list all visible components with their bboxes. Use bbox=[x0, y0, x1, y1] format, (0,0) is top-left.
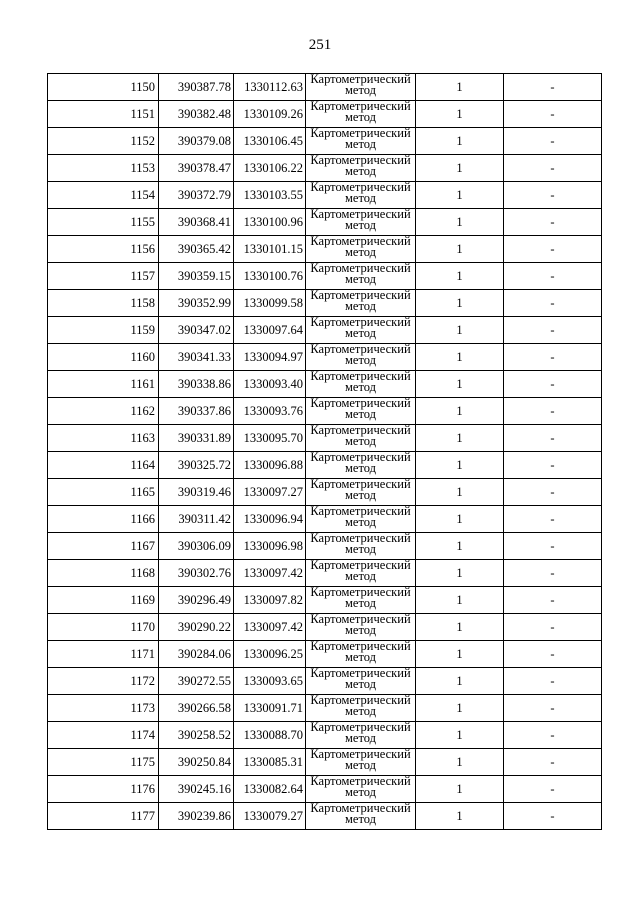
y-coordinate-cell: 1330100.96 bbox=[234, 209, 306, 236]
method-cell bbox=[306, 371, 416, 398]
count-cell: 1 bbox=[416, 317, 504, 344]
table-row bbox=[48, 614, 602, 641]
count-cell: 1 bbox=[416, 722, 504, 749]
note-cell: - bbox=[504, 74, 602, 101]
point-number-cell: 1158 bbox=[48, 290, 159, 317]
note-cell: - bbox=[504, 614, 602, 641]
method-text-line: Картометрический bbox=[310, 694, 411, 707]
method-cell bbox=[306, 506, 416, 533]
table-row bbox=[48, 74, 602, 101]
x-coordinate-cell: 390368.41 bbox=[159, 209, 234, 236]
y-coordinate-cell: 1330103.55 bbox=[234, 182, 306, 209]
note-cell: - bbox=[504, 722, 602, 749]
x-coordinate-cell: 390266.58 bbox=[159, 695, 234, 722]
point-number-cell: 1170 bbox=[48, 614, 159, 641]
count-cell: 1 bbox=[416, 776, 504, 803]
note-cell: - bbox=[504, 101, 602, 128]
count-cell: 1 bbox=[416, 182, 504, 209]
y-coordinate-cell: 1330112.63 bbox=[234, 74, 306, 101]
point-number-cell: 1169 bbox=[48, 587, 159, 614]
method-cell bbox=[306, 479, 416, 506]
method-text-line: Картометрический bbox=[310, 73, 411, 86]
method-cell bbox=[306, 398, 416, 425]
method-text-line: метод bbox=[344, 245, 376, 259]
point-number-cell: 1161 bbox=[48, 371, 159, 398]
method-cell bbox=[306, 344, 416, 371]
method-text-line: Картометрический bbox=[310, 100, 411, 113]
method-text-line: метод bbox=[344, 542, 376, 556]
x-coordinate-cell: 390352.99 bbox=[159, 290, 234, 317]
method-text-line: метод bbox=[344, 650, 376, 664]
method-cell bbox=[306, 128, 416, 155]
count-cell: 1 bbox=[416, 425, 504, 452]
count-cell: 1 bbox=[416, 560, 504, 587]
note-cell: - bbox=[504, 695, 602, 722]
method-cell bbox=[306, 560, 416, 587]
count-cell: 1 bbox=[416, 155, 504, 182]
table-row bbox=[48, 128, 602, 155]
y-coordinate-cell: 1330106.45 bbox=[234, 128, 306, 155]
y-coordinate-cell: 1330088.70 bbox=[234, 722, 306, 749]
table-row bbox=[48, 695, 602, 722]
point-number-cell: 1150 bbox=[48, 74, 159, 101]
table-row bbox=[48, 506, 602, 533]
method-text-line: метод bbox=[344, 353, 376, 367]
y-coordinate-cell: 1330097.42 bbox=[234, 614, 306, 641]
method-text-line: метод bbox=[344, 137, 376, 151]
point-number-cell: 1171 bbox=[48, 641, 159, 668]
method-cell bbox=[306, 290, 416, 317]
y-coordinate-cell: 1330099.58 bbox=[234, 290, 306, 317]
method-text-line: метод bbox=[344, 461, 376, 475]
point-number-cell: 1173 bbox=[48, 695, 159, 722]
method-text-line: метод bbox=[344, 812, 376, 826]
x-coordinate-cell: 390347.02 bbox=[159, 317, 234, 344]
y-coordinate-cell: 1330097.42 bbox=[234, 560, 306, 587]
note-cell: - bbox=[504, 668, 602, 695]
note-cell: - bbox=[504, 263, 602, 290]
x-coordinate-cell: 390365.42 bbox=[159, 236, 234, 263]
count-cell: 1 bbox=[416, 209, 504, 236]
point-number-cell: 1155 bbox=[48, 209, 159, 236]
table-row bbox=[48, 209, 602, 236]
method-cell bbox=[306, 668, 416, 695]
y-coordinate-cell: 1330093.65 bbox=[234, 668, 306, 695]
method-cell bbox=[306, 533, 416, 560]
note-cell: - bbox=[504, 128, 602, 155]
page-number: 251 bbox=[308, 37, 332, 53]
x-coordinate-cell: 390296.49 bbox=[159, 587, 234, 614]
table-row bbox=[48, 236, 602, 263]
method-text-line: Картометрический bbox=[310, 802, 411, 815]
note-cell: - bbox=[504, 182, 602, 209]
point-number-cell: 1165 bbox=[48, 479, 159, 506]
method-cell bbox=[306, 263, 416, 290]
table-row bbox=[48, 668, 602, 695]
count-cell: 1 bbox=[416, 479, 504, 506]
count-cell: 1 bbox=[416, 506, 504, 533]
method-text-line: Картометрический bbox=[310, 343, 411, 356]
x-coordinate-cell: 390378.47 bbox=[159, 155, 234, 182]
method-text-line: Картометрический bbox=[310, 721, 411, 734]
method-text-line: Картометрический bbox=[310, 586, 411, 599]
method-cell bbox=[306, 695, 416, 722]
count-cell: 1 bbox=[416, 533, 504, 560]
note-cell: - bbox=[504, 155, 602, 182]
table-row bbox=[48, 425, 602, 452]
y-coordinate-cell: 1330085.31 bbox=[234, 749, 306, 776]
note-cell: - bbox=[504, 317, 602, 344]
method-text-line: метод bbox=[344, 434, 376, 448]
table-row bbox=[48, 263, 602, 290]
x-coordinate-cell: 390341.33 bbox=[159, 344, 234, 371]
note-cell: - bbox=[504, 344, 602, 371]
x-coordinate-cell: 390319.46 bbox=[159, 479, 234, 506]
method-cell bbox=[306, 182, 416, 209]
x-coordinate-cell: 390338.86 bbox=[159, 371, 234, 398]
table-row bbox=[48, 344, 602, 371]
method-text-line: метод bbox=[344, 677, 376, 691]
table-row bbox=[48, 479, 602, 506]
method-text-line: Картометрический bbox=[310, 424, 411, 437]
note-cell: - bbox=[504, 803, 602, 830]
method-text-line: метод bbox=[344, 164, 376, 178]
y-coordinate-cell: 1330094.97 bbox=[234, 344, 306, 371]
method-text-line: метод bbox=[344, 326, 376, 340]
x-coordinate-cell: 390284.06 bbox=[159, 641, 234, 668]
method-cell bbox=[306, 452, 416, 479]
table-row bbox=[48, 317, 602, 344]
method-text-line: Картометрический bbox=[310, 451, 411, 464]
point-number-cell: 1174 bbox=[48, 722, 159, 749]
table-row bbox=[48, 371, 602, 398]
count-cell: 1 bbox=[416, 803, 504, 830]
note-cell: - bbox=[504, 425, 602, 452]
coordinates-table-body bbox=[48, 74, 602, 830]
table-row bbox=[48, 452, 602, 479]
count-cell: 1 bbox=[416, 641, 504, 668]
count-cell: 1 bbox=[416, 371, 504, 398]
y-coordinate-cell: 1330096.94 bbox=[234, 506, 306, 533]
point-number-cell: 1168 bbox=[48, 560, 159, 587]
method-cell bbox=[306, 776, 416, 803]
point-number-cell: 1163 bbox=[48, 425, 159, 452]
method-cell bbox=[306, 425, 416, 452]
method-text-line: Картометрический bbox=[310, 640, 411, 653]
note-cell: - bbox=[504, 587, 602, 614]
method-text-line: метод bbox=[344, 596, 376, 610]
note-cell: - bbox=[504, 776, 602, 803]
method-cell bbox=[306, 317, 416, 344]
method-cell bbox=[306, 749, 416, 776]
x-coordinate-cell: 390245.16 bbox=[159, 776, 234, 803]
method-text-line: Картометрический bbox=[310, 181, 411, 194]
table-row bbox=[48, 722, 602, 749]
y-coordinate-cell: 1330093.40 bbox=[234, 371, 306, 398]
note-cell: - bbox=[504, 371, 602, 398]
count-cell: 1 bbox=[416, 695, 504, 722]
y-coordinate-cell: 1330101.15 bbox=[234, 236, 306, 263]
y-coordinate-cell: 1330096.88 bbox=[234, 452, 306, 479]
coordinates-table bbox=[47, 73, 602, 830]
x-coordinate-cell: 390306.09 bbox=[159, 533, 234, 560]
count-cell: 1 bbox=[416, 668, 504, 695]
method-text-line: метод bbox=[344, 407, 376, 421]
x-coordinate-cell: 390372.79 bbox=[159, 182, 234, 209]
point-number-cell: 1157 bbox=[48, 263, 159, 290]
y-coordinate-cell: 1330106.22 bbox=[234, 155, 306, 182]
method-cell bbox=[306, 236, 416, 263]
point-number-cell: 1151 bbox=[48, 101, 159, 128]
method-text-line: Картометрический bbox=[310, 397, 411, 410]
method-text-line: метод bbox=[344, 191, 376, 205]
method-text-line: метод bbox=[344, 623, 376, 637]
y-coordinate-cell: 1330096.25 bbox=[234, 641, 306, 668]
x-coordinate-cell: 390258.52 bbox=[159, 722, 234, 749]
method-text-line: Картометрический bbox=[310, 289, 411, 302]
count-cell: 1 bbox=[416, 74, 504, 101]
method-text-line: метод bbox=[344, 380, 376, 394]
table-row bbox=[48, 776, 602, 803]
method-text-line: метод bbox=[344, 731, 376, 745]
count-cell: 1 bbox=[416, 236, 504, 263]
count-cell: 1 bbox=[416, 101, 504, 128]
note-cell: - bbox=[504, 749, 602, 776]
method-text-line: метод bbox=[344, 299, 376, 313]
x-coordinate-cell: 390311.42 bbox=[159, 506, 234, 533]
point-number-cell: 1175 bbox=[48, 749, 159, 776]
y-coordinate-cell: 1330096.98 bbox=[234, 533, 306, 560]
method-text-line: Картометрический bbox=[310, 154, 411, 167]
y-coordinate-cell: 1330079.27 bbox=[234, 803, 306, 830]
method-text-line: метод bbox=[344, 785, 376, 799]
y-coordinate-cell: 1330097.64 bbox=[234, 317, 306, 344]
method-text-line: Картометрический bbox=[310, 667, 411, 680]
point-number-cell: 1156 bbox=[48, 236, 159, 263]
method-text-line: Картометрический bbox=[310, 208, 411, 221]
table-row bbox=[48, 587, 602, 614]
point-number-cell: 1152 bbox=[48, 128, 159, 155]
point-number-cell: 1164 bbox=[48, 452, 159, 479]
method-text-line: Картометрический bbox=[310, 748, 411, 761]
method-cell bbox=[306, 641, 416, 668]
note-cell: - bbox=[504, 641, 602, 668]
method-text-line: метод bbox=[344, 488, 376, 502]
table-row bbox=[48, 533, 602, 560]
count-cell: 1 bbox=[416, 398, 504, 425]
method-text-line: Картометрический bbox=[310, 478, 411, 491]
table-row bbox=[48, 749, 602, 776]
table-row bbox=[48, 101, 602, 128]
y-coordinate-cell: 1330093.76 bbox=[234, 398, 306, 425]
y-coordinate-cell: 1330097.82 bbox=[234, 587, 306, 614]
method-text-line: Картометрический bbox=[310, 613, 411, 626]
count-cell: 1 bbox=[416, 587, 504, 614]
method-text-line: Картометрический bbox=[310, 775, 411, 788]
x-coordinate-cell: 390272.55 bbox=[159, 668, 234, 695]
method-text-line: Картометрический bbox=[310, 262, 411, 275]
method-text-line: Картометрический bbox=[310, 127, 411, 140]
x-coordinate-cell: 390331.89 bbox=[159, 425, 234, 452]
method-text-line: метод bbox=[344, 758, 376, 772]
y-coordinate-cell: 1330100.76 bbox=[234, 263, 306, 290]
method-text-line: метод bbox=[344, 83, 376, 97]
point-number-cell: 1153 bbox=[48, 155, 159, 182]
method-cell bbox=[306, 614, 416, 641]
note-cell: - bbox=[504, 209, 602, 236]
x-coordinate-cell: 390379.08 bbox=[159, 128, 234, 155]
method-text-line: метод bbox=[344, 515, 376, 529]
table-row bbox=[48, 398, 602, 425]
note-cell: - bbox=[504, 452, 602, 479]
method-text-line: Картометрический bbox=[310, 316, 411, 329]
point-number-cell: 1160 bbox=[48, 344, 159, 371]
method-cell bbox=[306, 209, 416, 236]
table-row bbox=[48, 155, 602, 182]
x-coordinate-cell: 390302.76 bbox=[159, 560, 234, 587]
method-text-line: метод bbox=[344, 272, 376, 286]
note-cell: - bbox=[504, 398, 602, 425]
method-cell bbox=[306, 155, 416, 182]
table-row bbox=[48, 290, 602, 317]
method-text-line: метод bbox=[344, 110, 376, 124]
x-coordinate-cell: 390387.78 bbox=[159, 74, 234, 101]
method-text-line: Картометрический bbox=[310, 235, 411, 248]
count-cell: 1 bbox=[416, 128, 504, 155]
point-number-cell: 1162 bbox=[48, 398, 159, 425]
x-coordinate-cell: 390337.86 bbox=[159, 398, 234, 425]
method-cell bbox=[306, 722, 416, 749]
method-text-line: Картометрический bbox=[310, 532, 411, 545]
method-text-line: Картометрический bbox=[310, 505, 411, 518]
table-row bbox=[48, 641, 602, 668]
count-cell: 1 bbox=[416, 290, 504, 317]
method-cell bbox=[306, 803, 416, 830]
x-coordinate-cell: 390290.22 bbox=[159, 614, 234, 641]
y-coordinate-cell: 1330097.27 bbox=[234, 479, 306, 506]
note-cell: - bbox=[504, 560, 602, 587]
method-text-line: метод bbox=[344, 218, 376, 232]
note-cell: - bbox=[504, 479, 602, 506]
method-text-line: метод bbox=[344, 704, 376, 718]
count-cell: 1 bbox=[416, 614, 504, 641]
table-row bbox=[48, 803, 602, 830]
point-number-cell: 1166 bbox=[48, 506, 159, 533]
x-coordinate-cell: 390382.48 bbox=[159, 101, 234, 128]
count-cell: 1 bbox=[416, 263, 504, 290]
note-cell: - bbox=[504, 236, 602, 263]
point-number-cell: 1172 bbox=[48, 668, 159, 695]
point-number-cell: 1154 bbox=[48, 182, 159, 209]
method-cell bbox=[306, 101, 416, 128]
point-number-cell: 1159 bbox=[48, 317, 159, 344]
method-text-line: Картометрический bbox=[310, 370, 411, 383]
y-coordinate-cell: 1330095.70 bbox=[234, 425, 306, 452]
note-cell: - bbox=[504, 506, 602, 533]
x-coordinate-cell: 390239.86 bbox=[159, 803, 234, 830]
table-row bbox=[48, 182, 602, 209]
point-number-cell: 1177 bbox=[48, 803, 159, 830]
note-cell: - bbox=[504, 533, 602, 560]
method-text-line: Картометрический bbox=[310, 559, 411, 572]
y-coordinate-cell: 1330082.64 bbox=[234, 776, 306, 803]
method-cell bbox=[306, 587, 416, 614]
table-row bbox=[48, 560, 602, 587]
count-cell: 1 bbox=[416, 749, 504, 776]
y-coordinate-cell: 1330091.71 bbox=[234, 695, 306, 722]
x-coordinate-cell: 390359.15 bbox=[159, 263, 234, 290]
count-cell: 1 bbox=[416, 452, 504, 479]
note-cell: - bbox=[504, 290, 602, 317]
point-number-cell: 1167 bbox=[48, 533, 159, 560]
method-cell bbox=[306, 74, 416, 101]
x-coordinate-cell: 390325.72 bbox=[159, 452, 234, 479]
method-text-line: метод bbox=[344, 569, 376, 583]
x-coordinate-cell: 390250.84 bbox=[159, 749, 234, 776]
count-cell: 1 bbox=[416, 344, 504, 371]
point-number-cell: 1176 bbox=[48, 776, 159, 803]
y-coordinate-cell: 1330109.26 bbox=[234, 101, 306, 128]
